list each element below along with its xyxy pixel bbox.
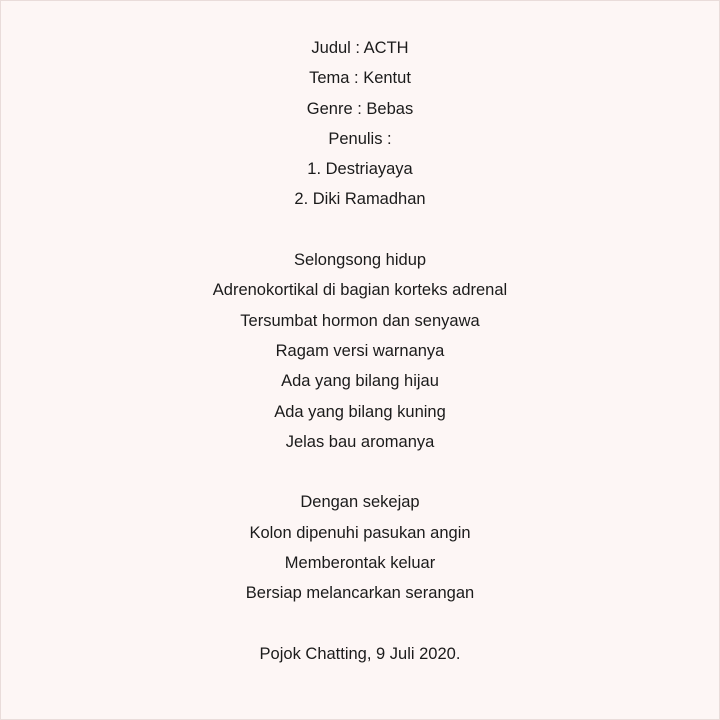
header-block (0, 33, 720, 215)
stanza-1-line-6: Ada yang bilang kuning (274, 402, 446, 421)
stanza-2-line-1: Dengan sekejap (300, 493, 420, 512)
poem-document (0, 33, 720, 669)
stanza-2 (0, 487, 720, 608)
stanza-1-line-4: Ragam versi warnanya (275, 341, 445, 360)
stanza-1-line-2: Adrenokortikal di bagian korteks adrenal (212, 281, 508, 300)
stanza-1-line-1: Selongsong hidup (293, 251, 427, 270)
stanza-2-line-2: Kolon dipenuhi pasukan angin (249, 523, 471, 542)
stanza-1 (0, 245, 720, 457)
poem-title: Judul : ACTH (311, 39, 409, 57)
stanza-2-line-4: Bersiap melancarkan serangan (245, 584, 475, 603)
stanza-gap (0, 215, 720, 245)
stanza-1-line-7: Jelas bau aromanya (285, 432, 435, 451)
poem-theme: Tema : Kentut (309, 69, 411, 88)
author-1: 1. Destriayaya (307, 160, 413, 179)
stanza-1-line-3: Tersumbat hormon dan senyawa (240, 311, 480, 330)
stanza-2-line-3: Memberontak keluar (284, 554, 436, 573)
stanza-gap (0, 609, 720, 639)
stanza-1-line-5: Ada yang bilang hijau (281, 372, 439, 391)
authors-label: Penulis : (328, 129, 392, 148)
stanza-gap (0, 457, 720, 487)
signature-line: Pojok Chatting, 9 Juli 2020. (259, 644, 461, 663)
author-2: 2. Diki Ramadhan (294, 190, 426, 209)
poem-genre: Genre : Bebas (306, 99, 414, 118)
